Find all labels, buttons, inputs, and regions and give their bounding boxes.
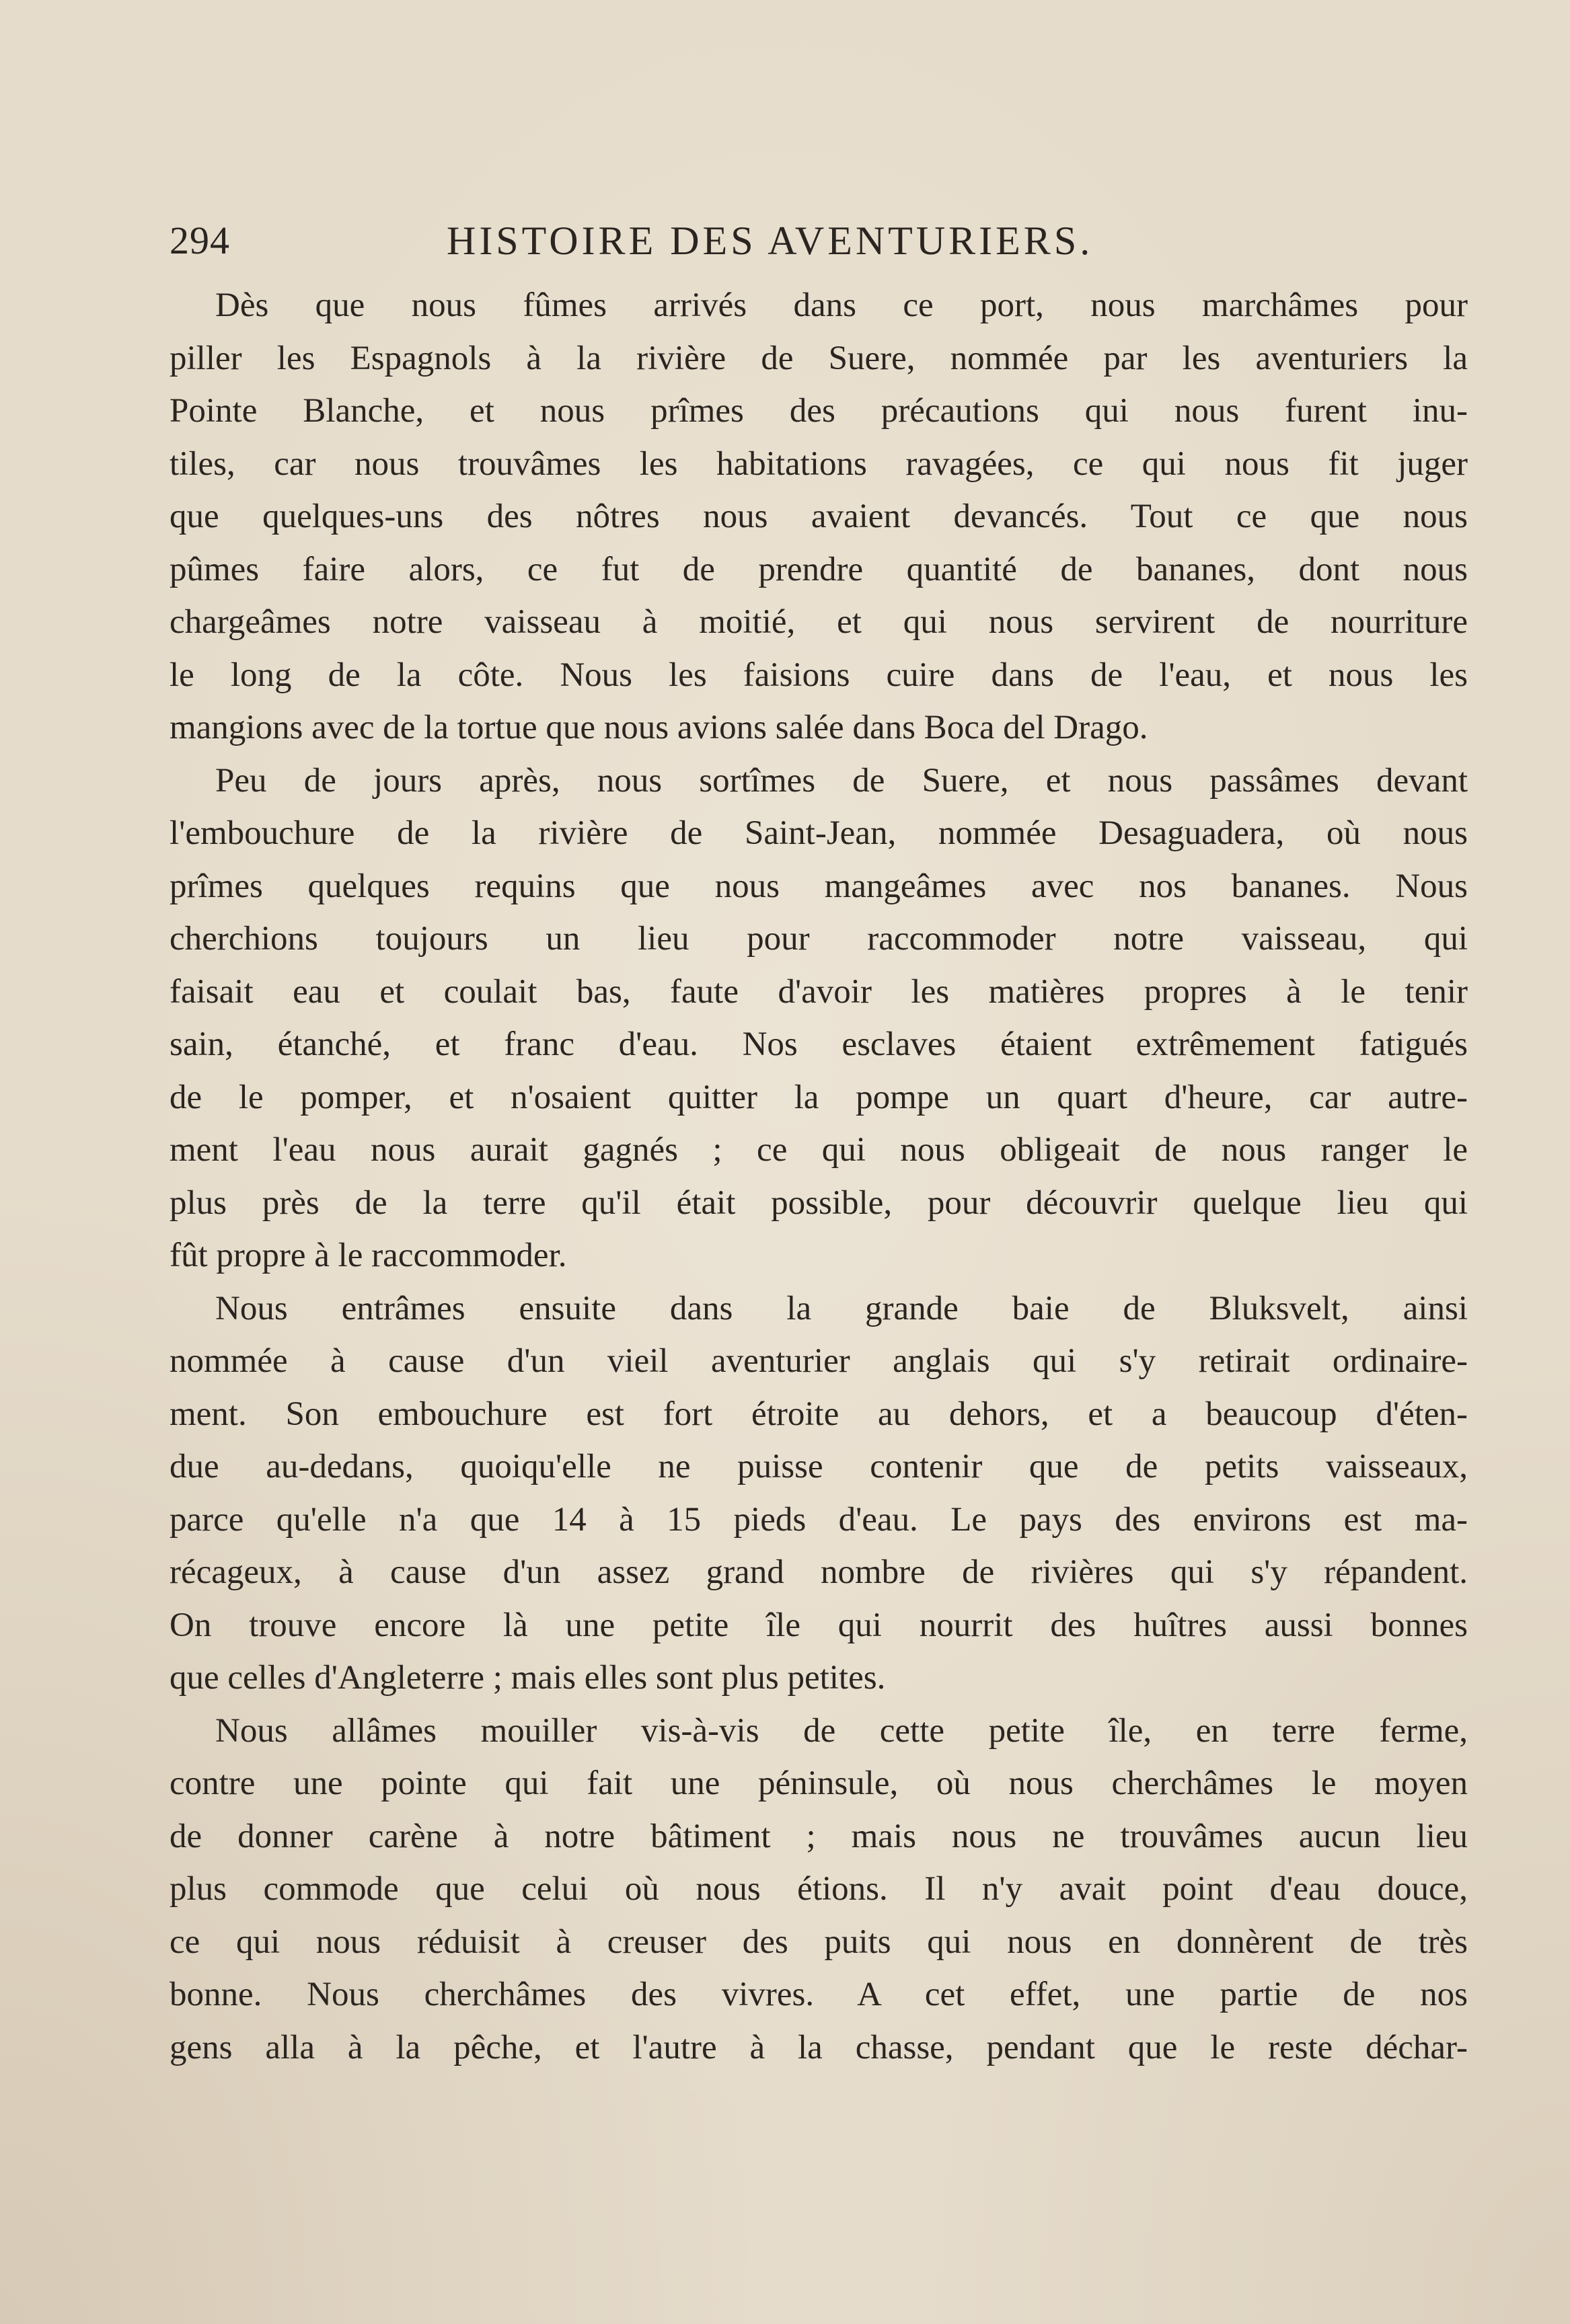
text-line: plus près de la terre qu'il était possible, pour découvrir quelque lieu qui [170,1184,1468,1222]
text-line: cherchions toujours un lieu pour raccommoder notre vaisseau, qui [170,920,1468,958]
text-line: Dès que nous fûmes arrivés dans ce port, nous marchâmes pour [215,286,1468,324]
running-head [170,214,1461,268]
text-line: Nous entrâmes ensuite dans la grande baie de Bluksvelt, ainsi [215,1289,1468,1327]
text-line: tiles, car nous trouvâmes les habitations ravagées, ce qui nous fit juger [170,444,1468,483]
paragraph-4 [170,1705,1468,2075]
text-line: due au-dedans, quoiqu'elle ne puisse contenir que de petits vaisseaux, [170,1448,1468,1485]
text-line: prîmes quelques requins que nous mangeâmes avec nos bananes. Nous [170,867,1468,905]
page-number: 294 [170,219,230,262]
text-line: le long de la côte. Nous les faisions cuire dans de l'eau, et nous les [170,656,1468,694]
text-line: mangions avec de la tortue que nous avions salée dans Boca del Drago. [170,709,1148,746]
text-line: Peu de jours après, nous sortîmes de Suere, et nous passâmes devant [215,761,1468,800]
text-line: sain, étanché, et franc d'eau. Nos esclaves étaient extrêmement fatigués [170,1025,1468,1063]
text-line: ment l'eau nous aurait gagnés ; ce qui nous obligeait de nous ranger le [170,1131,1468,1169]
text-line: Pointe Blanche, et nous prîmes des précautions qui nous furent inu- [170,392,1468,430]
text-line: ment. Son embouchure est fort étroite au dehors, et a beaucoup d'éten- [170,1395,1468,1433]
text-line: piller les Espagnols à la rivière de Suere, nommée par les aventuriers la [170,339,1468,377]
text-line: Nous allâmes mouiller vis-à-vis de cette petite île, en terre ferme, [215,1711,1468,1750]
text-line: On trouve encore là une petite île qui nourrit des huîtres aussi bonnes [170,1606,1468,1644]
text-line: de le pomper, et n'osaient quitter la pompe un quart d'heure, car autre- [170,1078,1468,1116]
text-line: de donner carène à notre bâtiment ; mais nous ne trouvâmes aucun lieu [170,1817,1468,1855]
paragraph-1 [170,279,1468,754]
text-line: chargeâmes notre vaisseau à moitié, et qui nous servirent de nourriture [170,603,1468,641]
text-line: plus commode que celui où nous étions. Il n'y avait point d'eau douce, [170,1870,1468,1908]
text-line: fût propre à le raccommoder. [170,1237,567,1274]
text-line: parce qu'elle n'a que 14 à 15 pieds d'eau. Le pays des environs est ma- [170,1500,1468,1539]
paragraph-3 [170,1282,1468,1705]
text-line: récageux, à cause d'un assez grand nombre de rivières qui s'y répandent. [170,1553,1468,1591]
text-line: l'embouchure de la rivière de Saint-Jean, nommée Desaguadera, où nous [170,814,1468,852]
running-title: HISTOIRE DES AVENTURIERS. [447,219,1094,263]
text-line: pûmes faire alors, ce fut de prendre quantité de bananes, dont nous [170,550,1468,588]
paragraph-2 [170,754,1468,1282]
text-line: faisait eau et coulait bas, faute d'avoir les matières propres à le tenir [170,972,1468,1011]
text-line: nommée à cause d'un vieil aventurier anglais qui s'y retirait ordinaire- [170,1342,1468,1380]
text-line: ce qui nous réduisit à creuser des puits qui nous en donnèrent de très [170,1923,1468,1961]
text-line: bonne. Nous cherchâmes des vivres. A cet effet, une partie de nos [170,1976,1468,2013]
text-line: gens alla à la pêche, et l'autre à la chasse, pendant que le reste déchar- [170,2028,1468,2066]
body-text [170,279,1468,2074]
text-line: que quelques-uns des nôtres nous avaient devancés. Tout ce que nous [170,498,1468,535]
text-line: que celles d'Angleterre ; mais elles sont plus petites. [170,1659,886,1697]
text-line: contre une pointe qui fait une péninsule, où nous cherchâmes le moyen [170,1765,1468,1802]
